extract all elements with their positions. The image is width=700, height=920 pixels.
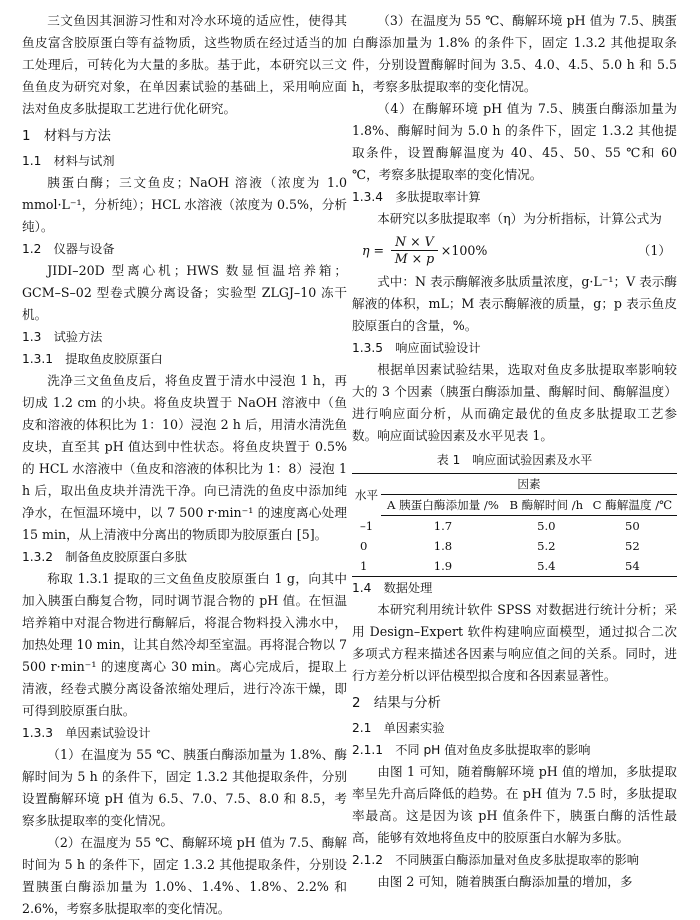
- cell-a: 1.8: [433, 539, 453, 553]
- column-header-c: C 酶解温度 /℃: [588, 495, 677, 516]
- section-1-4-heading: 1.4 数据处理: [352, 581, 433, 595]
- yield-calc-paragraph: 本研究以多肽提取率（η）为分析指标，计算公式为: [377, 211, 662, 226]
- row-level: –1: [360, 518, 374, 533]
- instruments-paragraph: JIDI–20D 型离心机；HWS 数显恒温培养箱；GCM–S–02 型卷式膜分离设备；实验型 ZLGJ–10 冻干机。: [22, 263, 347, 322]
- factor-level-table: [352, 473, 677, 577]
- single-factor-item-2: （2）在温度为 55 ℃、酶解环境 pH 值为 7.5、酶解时间为 5 h 的条件下，固定 1.3.2 其他提取条件，分别设置胰蛋白酶添加量为 1.0%、1.4%、1.8%、2.2% 和 2.6%，考察多肽提取率的变化情况。: [22, 835, 347, 916]
- table-1-caption: 表 1 响应面试验因素及水平: [436, 453, 593, 467]
- peptide-preparation-paragraph: 称取 1.3.1 提取的三文鱼鱼皮胶原蛋白 1 g，向其中加入胰蛋白酶复合物，同时调节混合物的 pH 值。在恒温培养箱中对混合物进行酶解后，将混合物料投入沸水中，加热处理 10 min，让其自然冷却至室温。再将混合物以 7 500 r·min⁻¹ 的速度离心 30 min。离心完成后，提取上清液，经卷式膜分离设备浓缩处理后，进行冷冻干燥，即可得到胶原蛋白肽。: [22, 571, 347, 718]
- column-header-a: A 胰蛋白酶添加量 /%: [381, 495, 505, 516]
- rsm-design-paragraph: 根据单因素试验结果，选取对鱼皮多肽提取率影响较大的 3 个因素（胰蛋白酶添加量、酶解时间、酶解温度）进行响应面分析，从而确定最优的鱼皮多肽提取工艺参数。响应面试验因素及水平见表 1。: [352, 362, 677, 443]
- section-1-3-2-heading: 1.3.2 制备鱼皮胶原蛋白多肽: [22, 550, 188, 564]
- formula-fraction: [391, 234, 438, 267]
- collagen-extraction-paragraph: 洗净三文鱼鱼皮后，将鱼皮置于清水中浸泡 1 h，再切成 1.2 cm 的小块。将鱼皮块置于 NaOH 溶液中（鱼皮和溶液的体积比为 1：10）浸泡 2 h 后，用清水清洗鱼皮块，直至其 pH 值达到中性状态。将鱼皮块置于 0.5% 的 HCL 水溶液中（鱼皮和溶液的体积比为 1：8）浸泡 1 h 后，取出鱼皮块并清洗干净。向已清洗的鱼皮中添加纯净水，在恒温环境中，以 7 500 r·min⁻¹ 的速度离心处理 15 min，从上清液中分离出的物质即为胶原蛋白 [5]。: [22, 373, 347, 542]
- factor-group-header: 因素: [381, 474, 677, 495]
- cell-a: 1.7: [433, 519, 453, 533]
- section-1-3-5-heading: 1.3.5 响应面试验设计: [352, 341, 481, 355]
- right-column: [352, 10, 677, 893]
- table-row: [352, 516, 677, 537]
- cell-b: 5.0: [537, 519, 556, 533]
- section-2-1-1-heading: 2.1.1 不同 pH 值对鱼皮多肽提取率的影响: [352, 743, 591, 757]
- yield-formula: [362, 234, 677, 267]
- cell-a: 1.9: [381, 556, 505, 577]
- section-2-1-heading: 2.1 单因素实验: [352, 721, 445, 735]
- section-1-2-heading: 1.2 仪器与设备: [22, 242, 115, 256]
- section-1-heading: 1 材料与方法: [22, 129, 111, 144]
- section-1-3-4-heading: 1.3.4 多肽提取率计算: [352, 190, 481, 204]
- cell-c: 54: [588, 556, 677, 577]
- materials-paragraph: 胰蛋白酶；三文鱼皮；NaOH 溶液（浓度为 1.0 mmol·L⁻¹，分析纯）；HCL 水溶液（浓度为 0.5%，分析纯）。: [22, 175, 347, 234]
- enzyme-dose-paragraph: 由图 2 可知，随着胰蛋白酶添加量的增加，多: [377, 874, 633, 889]
- formula-lhs: η =: [362, 242, 385, 258]
- single-factor-item-3: （3）在温度为 55 ℃、酶解环境 pH 值为 7.5、胰蛋白酶添加量为 1.8% 的条件下，固定 1.3.2 其他提取条件，分别设置酶解时间为 3.5、4.0、4.5、5.0 h 和 5.5 h，考察多肽提取率的变化情况。: [352, 13, 677, 94]
- table-row: [352, 556, 677, 577]
- single-factor-item-1: （1）在温度为 55 ℃、胰蛋白酶添加量为 1.8%、酶解时间为 5 h 的条件下，固定 1.3.2 其他提取条件，分别设置酶解环境 pH 值为 6.5、7.0、7.5、8.0 和 8.5，考察多肽提取率的变化情况。: [22, 747, 347, 828]
- equation-number: （1）: [637, 242, 671, 258]
- column-header-b: B 酶解时间 /h: [505, 495, 588, 516]
- formula-explanation: 式中：N 表示酶解液多肽质量浓度，g·L⁻¹；V 表示酶解液的体积，mL；M 表示酶解液的质量，g；p 表示鱼皮胶原蛋白的含量，%。: [352, 274, 677, 333]
- section-2-1-2-heading: 2.1.2 不同胰蛋白酶添加量对鱼皮多肽提取率的影响: [352, 853, 639, 867]
- formula-tail: ×100%: [440, 242, 488, 258]
- section-1-3-heading: 1.3 试验方法: [22, 330, 103, 344]
- cell-c: 52: [625, 539, 640, 553]
- row-level: 0: [360, 539, 368, 553]
- left-column: [22, 10, 347, 920]
- row-level: 1: [352, 556, 381, 577]
- section-1-3-1-heading: 1.3.1 提取鱼皮胶原蛋白: [22, 352, 163, 366]
- table-row: [352, 536, 677, 556]
- level-header: 水平: [352, 474, 381, 516]
- cell-b: 5.2: [537, 539, 556, 553]
- section-1-3-3-heading: 1.3.3 单因素试验设计: [22, 726, 151, 740]
- single-factor-item-4: （4）在酶解环境 pH 值为 7.5、胰蛋白酶添加量为 1.8%、酶解时间为 5.0 h 的条件下，固定 1.3.2 其他提取条件，设置酶解温度为 40、45、50、55 ℃和 60 ℃，考察多肽提取率的变化情况。: [352, 101, 677, 182]
- section-1-1-heading: 1.1 材料与试剂: [22, 154, 115, 168]
- cell-b: 5.4: [505, 556, 588, 577]
- data-processing-paragraph: 本研究利用统计软件 SPSS 对数据进行统计分析；采用 Design–Expert 软件构建响应面模型，通过拟合二次多项式方程来描述各因素与响应值之间的关系。同时，进行方差分析以评估模型拟合度和各因素显著性。: [352, 602, 677, 683]
- section-2-heading: 2 结果与分析: [352, 696, 441, 711]
- cell-c: 50: [625, 519, 640, 533]
- formula-numerator: N × V: [391, 234, 438, 251]
- ph-effect-paragraph: 由图 1 可知，随着酶解环境 pH 值的增加，多肽提取率呈先升高后降低的趋势。在 pH 值为 7.5 时，多肽提取率最高。这是因为该 pH 值条件下，胰蛋白酶的活性最高，能够有效地将鱼皮中的胶原蛋白水解为多肽。: [352, 764, 677, 845]
- formula-denominator: M × p: [394, 251, 435, 266]
- intro-paragraph: 三文鱼因其洄游习性和对冷水环境的适应性，使得其鱼皮富含胶原蛋白等有益物质，这些物质在经过适当的加工处理后，可转化为大量的多肽。基于此，本研究以三文鱼鱼皮为研究对象，在单因素试验的基础上，采用响应面法对鱼皮多肽提取工艺进行优化研究。: [22, 13, 347, 116]
